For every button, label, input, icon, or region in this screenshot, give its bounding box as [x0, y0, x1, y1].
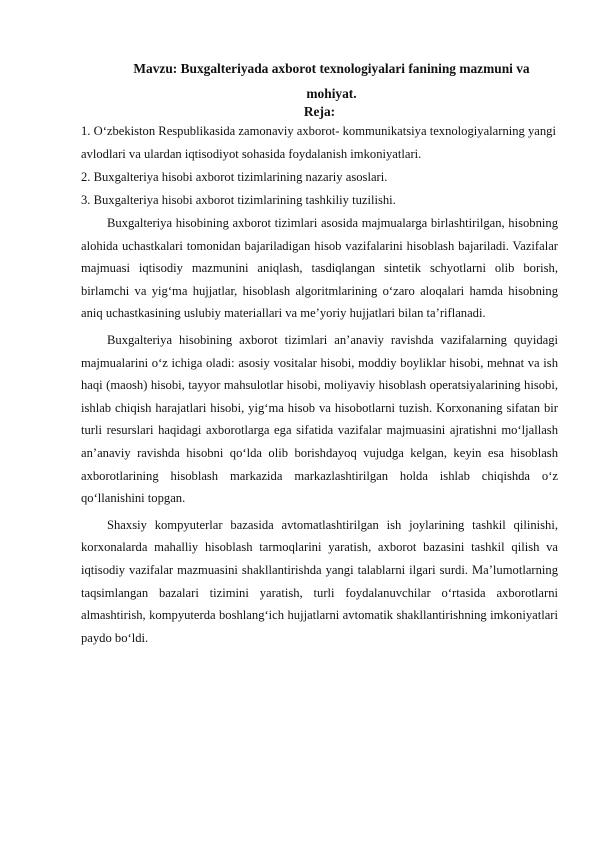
plan-heading: Reja:: [303, 104, 336, 119]
paragraph-1: Buxgalteriya hisobining axborot tizimlari asosida majmualarga birlashtirilgan, hisobning alohida uchastkalari tomonidan bajariladigan hisob vazifalarini hisoblash bajariladi. Vazifalar majmuasi iqtisodiy mazmunini aniqlash, tasdiqlangan sintetik schyotlarni olib borish, birlamchi va yig‘ma hujjatlar, hisoblash algoritmlarining o‘zaro aloqalari hamda hisobning aniq uchastkasining uslubiy materiallari va me’yoriy hujjatlari bilan ta’riflanadi.: [81, 216, 558, 321]
paragraph-2: Buxgalteriya hisobining axborot tizimlari an’anaviy ravishda vazifalarning quyidagi majmualarini o‘z ichiga oladi: asosiy vositalar hisobi, moddiy boyliklar hisobi, mehnat va ish haqi (maosh) hisobi, tayyor mahsulotlar hisobi, moliyaviy hisoblash operatsiyalarining hisobi, ishlab chiqish harajatlari hisobi, yig‘ma hisob va hisobotlarni tuzish. Korxonaning sifatan bir turli resurslari haqidagi axborotlarga ega sifatida vazifalar majmuasini ajratishni mo‘ljallash an’anaviy ravishda hisobni qo‘lda olib borishdayoq vujudga kelgan, keyin esa hisoblash axborotlarining hisoblash markazida markazlashtirilgan holda ishlab chiqishda o‘z qo‘llanishini topgan.: [81, 332, 558, 506]
plan-item-2: 2. Buxgalteriya hisobi axborot tizimlarining nazariy asoslari.: [81, 170, 388, 184]
plan-item-3: 3. Buxgalteriya hisobi axborot tizimlarining tashkiliy tuzilishi.: [81, 193, 396, 207]
document-title: Mavzu: Buxgalteriyada axborot texnologiyalari fanining mazmuni va mohiyat.: [133, 61, 530, 101]
paragraph-3: Shaxsiy kompyuterlar bazasida avtomatlashtirilgan ish joylarining tashkil qilinishi, korxonalarda mahalliy hisoblash tarmoqlarini yaratish, axborot bazasini tashkil qilish va iqtisodiy vazifalar mazmuasini shakllantirishda yangi talablarni ilgari surdi. Ma’lumotlarning taqsimlangan bazalari tizimini yaratish, turli foydalanuvchilar o‘rtasida axborotlarni almashtirish, kompyuterda boshlang‘ich hujjatlarni avtomatik shakllantirishning imkoniyatlari paydo bo‘ldi.: [81, 517, 558, 645]
document-page: [81, 56, 558, 649]
plan-list: [81, 120, 558, 212]
plan-item-1: 1. O‘zbekiston Respublikasida zamonaviy axborot- kommunikatsiya texnologiyalarning yangi avlodlari va ulardan iqtisodiyot sohasida foydalanish imkoniyatlari.: [81, 124, 556, 161]
